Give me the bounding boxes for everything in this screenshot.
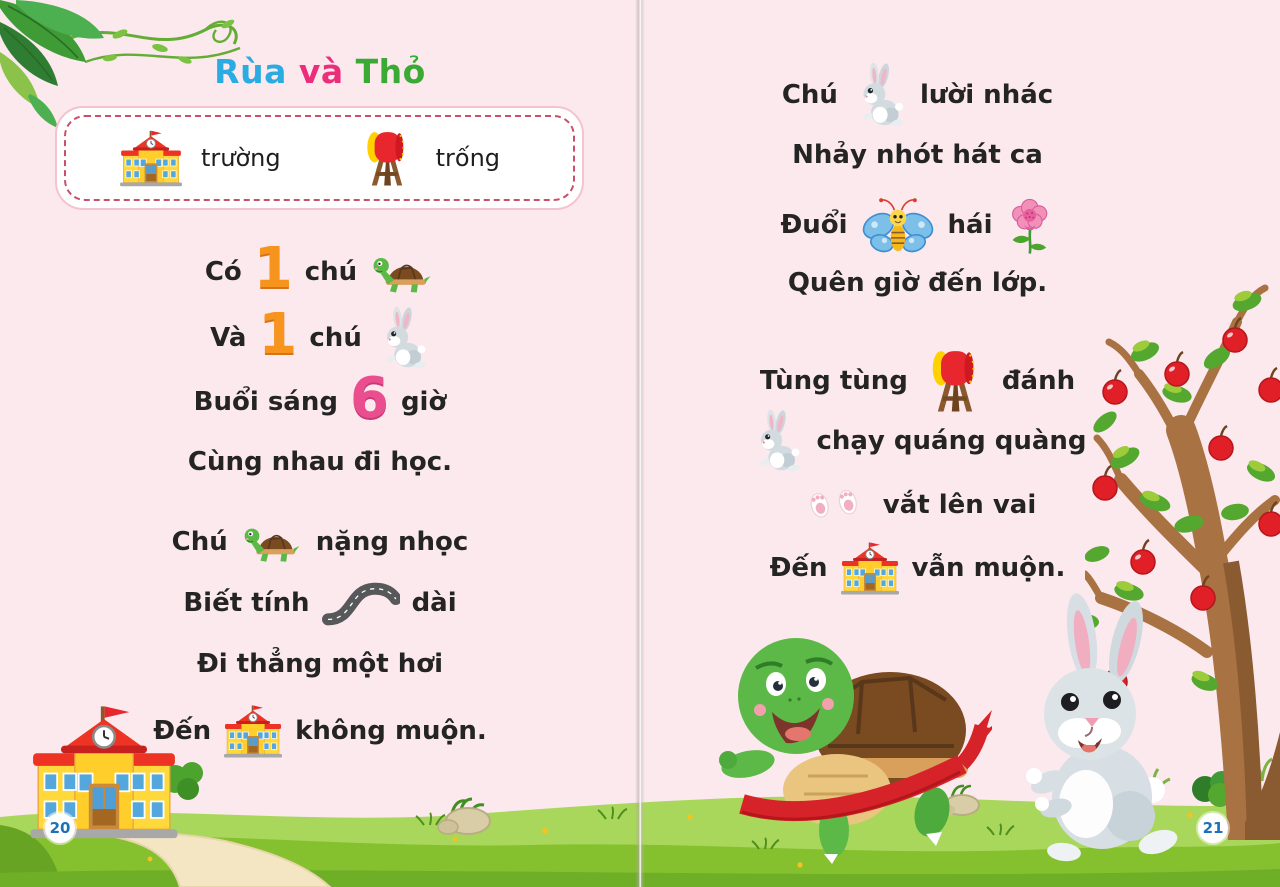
line-text: Quên giờ đến lớp. [787,268,1048,298]
turtle-icon [369,246,435,298]
turtle-icon [240,517,304,567]
poem-line [665,408,1170,474]
turtle-finish-ribbon [712,612,992,867]
line-text: Đến [153,716,212,746]
title-word-rua: Rùa [214,52,287,91]
rabbit-icon [748,409,804,473]
poem-line [665,478,1170,532]
line-text: chú [304,257,358,287]
line-text: Tùng tùng [759,366,908,396]
line-text: hái [947,210,993,240]
poem-line [665,133,1170,177]
line-text: dài [411,588,457,618]
line-text: nặng nhọc [315,527,469,557]
line-text: Buổi sáng [193,387,338,417]
poem-line [55,574,585,632]
butterfly-icon [860,190,936,260]
line-text: Cùng nhau đi học. [187,447,453,477]
poem-line [55,642,585,686]
page-number-left: 20 [45,813,75,843]
school-icon [840,540,900,596]
poem-line [665,188,1170,262]
road-icon [322,581,400,626]
line-text: không muộn. [295,716,487,746]
number-one: 1 [253,236,293,301]
line-text: vắt lên vai [882,490,1037,520]
line-text: Đi thẳng một hơi [196,649,444,679]
line-text: Chú [781,80,838,110]
line-text: chú [309,323,362,353]
drum-icon [356,127,418,190]
school-icon [119,128,183,188]
running-rabbit [990,592,1190,867]
page-title [60,52,580,91]
vocab-label: trường [201,144,281,172]
line-text: giờ [400,387,447,417]
number-one: 1 [258,302,298,367]
poem-line [55,440,585,484]
line-text: Đến [769,553,828,583]
rabbit-icon [374,306,430,370]
line-text: Có [204,257,242,287]
title-word-va: và [298,52,344,91]
line-text: Biết tính [183,588,310,618]
poem-line [665,344,1170,418]
line-text: Đuổi [780,210,848,240]
drum-icon [920,345,990,417]
page-number-right: 21 [1198,813,1228,843]
poem-line [665,62,1170,128]
vocab-label: trống [435,144,501,172]
line-text: đánh [1001,366,1076,396]
line-text: Chú [171,527,228,557]
line-text: lười nhác [919,80,1054,110]
poem-line [55,512,585,572]
poem-line [55,236,585,304]
school-icon [223,703,283,759]
vocab-item-truong [119,128,281,188]
flower-icon [1005,194,1055,256]
number-six: 6 [349,366,389,431]
poem-line [55,302,585,371]
line-text: Nhảy nhót hát ca [792,140,1043,170]
vocab-box [55,106,584,210]
rabbit-footprints-icon [799,484,871,526]
rabbit-icon [850,62,908,128]
poem-line [55,700,585,762]
poem-line [55,366,585,432]
vocab-item-trong [356,127,500,190]
line-text: vẫn muộn. [911,553,1066,583]
page-spine [635,0,645,887]
poem-line [665,537,1170,599]
poem-line [665,261,1170,305]
title-word-tho: Thỏ [355,52,426,91]
line-text: Và [210,323,247,353]
line-text: chạy quáng quàng [816,426,1087,456]
